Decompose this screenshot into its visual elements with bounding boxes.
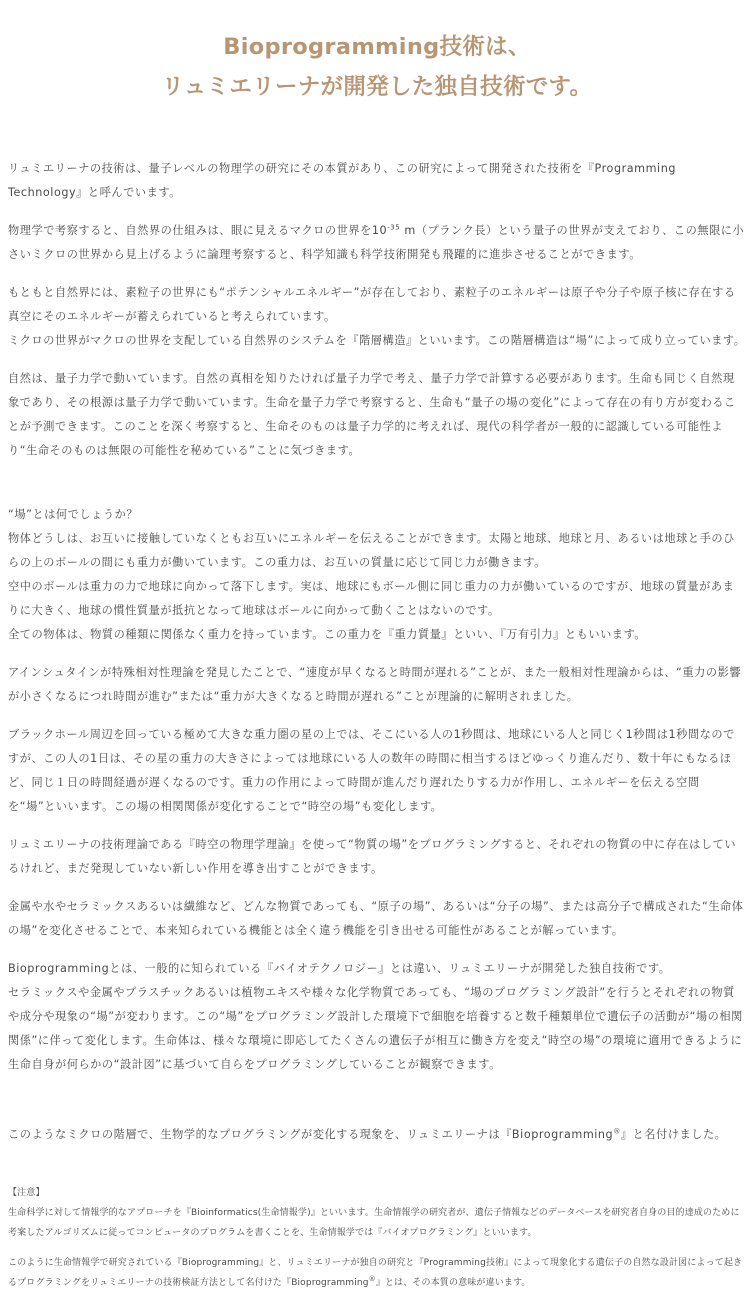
paragraph-planck-length-text-1: 物理学で考察すると、自然界の仕組みは、眼に見えるマクロの世界を10 xyxy=(8,224,388,237)
field-question: “場”とは何でしょうか？ xyxy=(8,508,139,521)
exponent: -35 xyxy=(387,223,401,232)
paragraph-programming-technology: リュミエリーナの技術は、量子レベルの物理学の研究にその本質があり、この研究によって開発された技術を『Programming Technology』と呼んでいます。 xyxy=(8,162,676,199)
paragraph-naming-text-1: このようなミクロの階層で、生物学的なプログラミングが変化する現象を、リュミエリーナは『Bioprogramming xyxy=(8,1128,614,1141)
paragraph-black-hole: ブラックホール周辺を回っている極めて大きな重力圏の星の上では、そこにいる人の1秒間は、地球にいる人と同じく1秒間は1秒間なのですが、この人の1日は、その星の重力の大きさによっては地球にいる人の数年の時間に相当するほどゆっくり進んだり、数十年にもなるほど、同じ１日の時間経過が遅くなるのです。重力の作用によって時間が進んだり遅れたりする力が作用し、エネルギーを伝える空間を“場”といいます。この場の相関関係が変化することで“時空の場”も変化します。 xyxy=(8,728,735,813)
paragraph-relativity: アインシュタインが特殊相対性理論を発見したことで、“速度が早くなると時間が遅れる”ことが、また一般相対性理論からは、“重力の影響が小さくなるにつれ時間が進む”または“重力が大きくなると時間が遅れる”ことが理論的に解明されました。 xyxy=(8,666,742,703)
paragraph-materials: 金属や水やセラミックスあるいは繊維など、どんな物質であっても、“原子の場”、あるいは“分子の場”、または高分子で構成された“生命体の場”を変化させることで、本来知られている機能とは全く違う機能を引き出せる可能性があることが解っています。 xyxy=(8,900,744,937)
note-difference-text-1: このように生命情報学で研究されている『Bioprogramming』と、リュミエリーナが独自の研究と『Programming技術』によって現象化する遺伝子の自然な設計図によって起きるプログラミングをリュミエリーナの技術検証方法として名付けた『Bioprogramming xyxy=(8,1258,743,1288)
paragraph-spacetime-theory: リュミエリーナの技術理論である『時空の物理学理論』を使って“物質の場”をプログラミングすると、それぞれの物質の中に存在はしているけれど、まだ発現していない新しい作用を導き出すことができます。 xyxy=(8,838,737,875)
article-body xyxy=(8,157,746,1147)
paragraph-bioprogramming-definition xyxy=(8,957,746,1077)
field-answer-3: 全ての物体は、物質の種類に関係なく重力を持っています。この重力を『重力質量』といい、『万有引力』ともいいます。 xyxy=(8,628,647,641)
paragraph-planck-length xyxy=(8,219,746,267)
field-answer-2: 空中のボールは重力の力で地球に向かって落下します。実は、地球にもボール側に同じ重力の力が働いているのですが、地球の質量があまりに大きく、地球の慣性質量が抵抗となって地球はボールに向かって動くことはないのです。 xyxy=(8,580,735,617)
paragraph-naming xyxy=(8,1123,746,1147)
bioprogramming-definition-line-2: セラミックスや金属やプラスチックあるいは植物エキスや様々な化学物質であっても、“場のプログラミング設計”を行うとそれぞれの物質や成分や現象の“場”が変わります。この“場”をプログラミング設計した環境下で細胞を培養すると数千種類単位で遺伝子の活動が“場の相関関係”に伴って変化します。生命体は、様々な環境に即応してたくさんの遺伝子が相互に働き方を変え“時空の場”の環境に適用できるように生命自身が何らかの“設計図”に基づいて自らをプログラミングしていることが観察できます。 xyxy=(8,986,743,1071)
paragraph-what-is-field xyxy=(8,503,746,647)
paragraph-hierarchy-line: ミクロの世界がマクロの世界を支配している自然界のシステムを『階層構造』といいます。この階層構造は“場”によって成り立っています。 xyxy=(8,334,746,347)
paragraph-planck-length-text-2: m（プランク長）という量子の世界が支えており、この無限に小さいミクロの世界から見上げるように論理考察すると、科学知識も科学技術開発も飛躍的に進歩させることができます。 xyxy=(8,224,745,261)
page-title-line-2: リュミエリーナが開発した独自技術です。 xyxy=(161,74,593,100)
note-heading: 【注意】 xyxy=(8,1188,45,1198)
paragraph-naming-text-2: 』と名付けました。 xyxy=(620,1128,727,1141)
note-bioinformatics: 生命科学に対して情報学的なアプローチを『Bioinformatics(生命情報学)』といいます。生命情報学の研究者が、遺伝子情報などのデータベースを研究者自身の目的達成のために考案したアルゴリズムに従ってコンピュータのプログラムを書くことを、生命情報学では『バイオプログラミング』といいます。 xyxy=(8,1208,740,1238)
paragraph-potential-energy-line-1: もともと自然界には、素粒子の世界にも“ポテンシャルエネルギー”が存在しており、素粒子のエネルギーは原子や分子や原子核に存在する真空にそのエネルギーが蓄えられていると考えられています。 xyxy=(8,286,736,323)
note-difference-text-2: 』とは、その本質の意味が違います。 xyxy=(375,1278,531,1288)
paragraph-quantum-mechanics: 自然は、量子力学で動いています。自然の真相を知りたければ量子力学で考え、量子力学で計算する必要があります。生命も同じく自然現象であり、その根源は量子力学で動いています。生命を量子力学で考察すると、生命も“量子の場の変化”によって存在の有り方が変わることが予測できます。このことを深く考察すると、生命そのものは量子力学的に考えれば、現代の科学者が一般的に認識している可能性より“生命そのものは無限の可能性を秘めている”ことに気づきます。 xyxy=(8,372,736,457)
note-registered-mark: ® xyxy=(368,1275,376,1283)
bioprogramming-definition-line-1: Bioprogrammingとは、一般的に知られている『バイオテクノロジー』とは違い、リュミエリーナが開発した独自技術です。 xyxy=(8,962,671,975)
paragraph-potential-energy xyxy=(8,281,746,353)
page-title xyxy=(8,0,746,107)
registered-mark: ® xyxy=(613,1127,621,1136)
field-answer-1: 物体どうしは、お互いに接触していなくともお互いにエネルギーを伝えることができます。太陽と地球、地球と月、あるいは地球と手のひらの上のボールの間にも重力が働いています。この重力は、お互いの質量に応じて同じ力が働きます。 xyxy=(8,532,735,569)
note-section xyxy=(8,1183,746,1293)
note-difference xyxy=(8,1253,746,1293)
page-title-line-1: Bioprogramming技術は、 xyxy=(223,34,531,60)
